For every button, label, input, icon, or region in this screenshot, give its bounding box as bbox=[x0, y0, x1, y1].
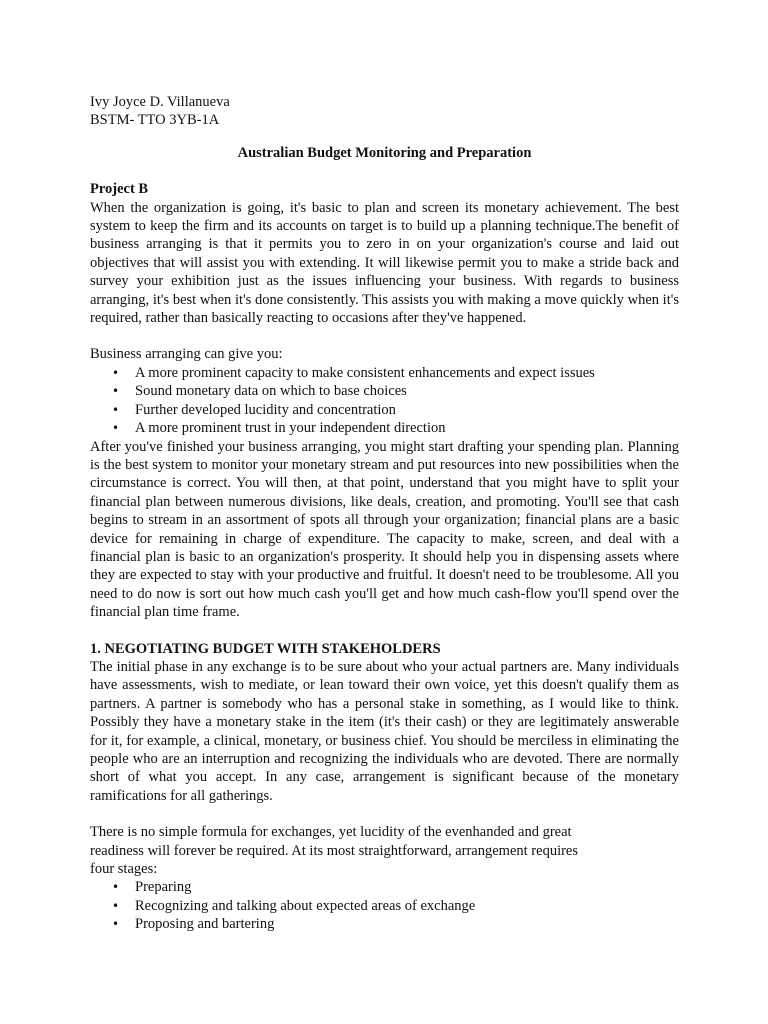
project-paragraph-1: When the organization is going, it's basic to plan and screen its monetary achievement. The best system to keep the firm and its accounts on target is to build up a planning technique.The benefit of business arranging is that it permits you to zero in on your organization's course and laid out objectives that will assist you with extending. It will likewise permit you to make a stride back and survey your exhibition just as the issues influencing your business. With regards to business arranging, it's best when it's done consistently. This assists you with making a move quickly when it's required, rather than basically reacting to occasions after they've happened. bbox=[90, 199, 679, 327]
document-title: Australian Budget Monitoring and Preparation bbox=[237, 144, 532, 161]
list-intro: Business arranging can give you: bbox=[90, 346, 283, 363]
project-paragraph-2: After you've finished your business arranging, you might start drafting your spending plan. Planning is the best system to monitor your monetary stream and put resources into new possibilities when the circumstance is correct. You will then, at that point, understand that you might have to split your financial plan between numerous divisions, like deals, creation, and promoting. You'll see that cash begins to stream in an assortment of spots all through your organization; financial plans are a basic device for remaining in charge of expenditure. The capacity to make, screen, and deal with a financial plan is basic to an organization's prosperity. It should help you in dispensing assets where they are expected to stay with your productive and fruitful. It doesn't need to be troublesome. All you need to do now is sort out how much cash you'll get and how much cash-flow you'll spend over the financial plan time frame. bbox=[90, 438, 679, 621]
project-heading: Project B bbox=[90, 181, 149, 198]
list-item: • Recognizing and talking about expected areas of exchange bbox=[90, 897, 679, 915]
author-name: Ivy Joyce D. Villanueva bbox=[90, 94, 230, 110]
section-1-paragraph-1: The initial phase in any exchange is to be sure about who your actual partners are. Many individuals have assessments, wish to mediate, or lean toward their own voice, yet this doesn't qualify them as partners. A partner is somebody who has a personal stake in something, as I would like to think. Possibly they have a monetary stake in the item (it's their cash) or they are legitimately answerable for it, for example, a clinical, monetary, or business chief. You should be merciless in eliminating the people who are an interruption and recognizing the individuals who are devoted. There are normally short of what you accept. In any case, arrangement is significant because of the monetary ramifications for all gatherings. bbox=[90, 658, 679, 804]
course-code: BSTM- TTO 3YB-1A bbox=[90, 112, 220, 129]
paragraph-line: four stages: bbox=[90, 861, 158, 878]
list-item: • Sound monetary data on which to base choices bbox=[90, 382, 679, 400]
list-item: • Proposing and bartering bbox=[90, 915, 679, 933]
paragraph-line: readiness will forever be required. At its most straightforward, arrangement requires bbox=[90, 842, 579, 859]
stages-list bbox=[90, 878, 679, 933]
benefits-list bbox=[90, 364, 679, 438]
section-1-paragraph-2 bbox=[90, 823, 600, 878]
list-item: • A more prominent capacity to make consistent enhancements and expect issues bbox=[90, 364, 679, 382]
paragraph-line: There is no simple formula for exchanges, yet lucidity of the evenhanded and great bbox=[90, 824, 572, 841]
list-item: • Further developed lucidity and concentration bbox=[90, 401, 679, 419]
document-page bbox=[90, 93, 679, 934]
list-item: • A more prominent trust in your independent direction bbox=[90, 419, 679, 437]
list-item: • Preparing bbox=[90, 878, 679, 896]
section-1-heading: 1. NEGOTIATING BUDGET WITH STAKEHOLDERS bbox=[90, 640, 441, 657]
